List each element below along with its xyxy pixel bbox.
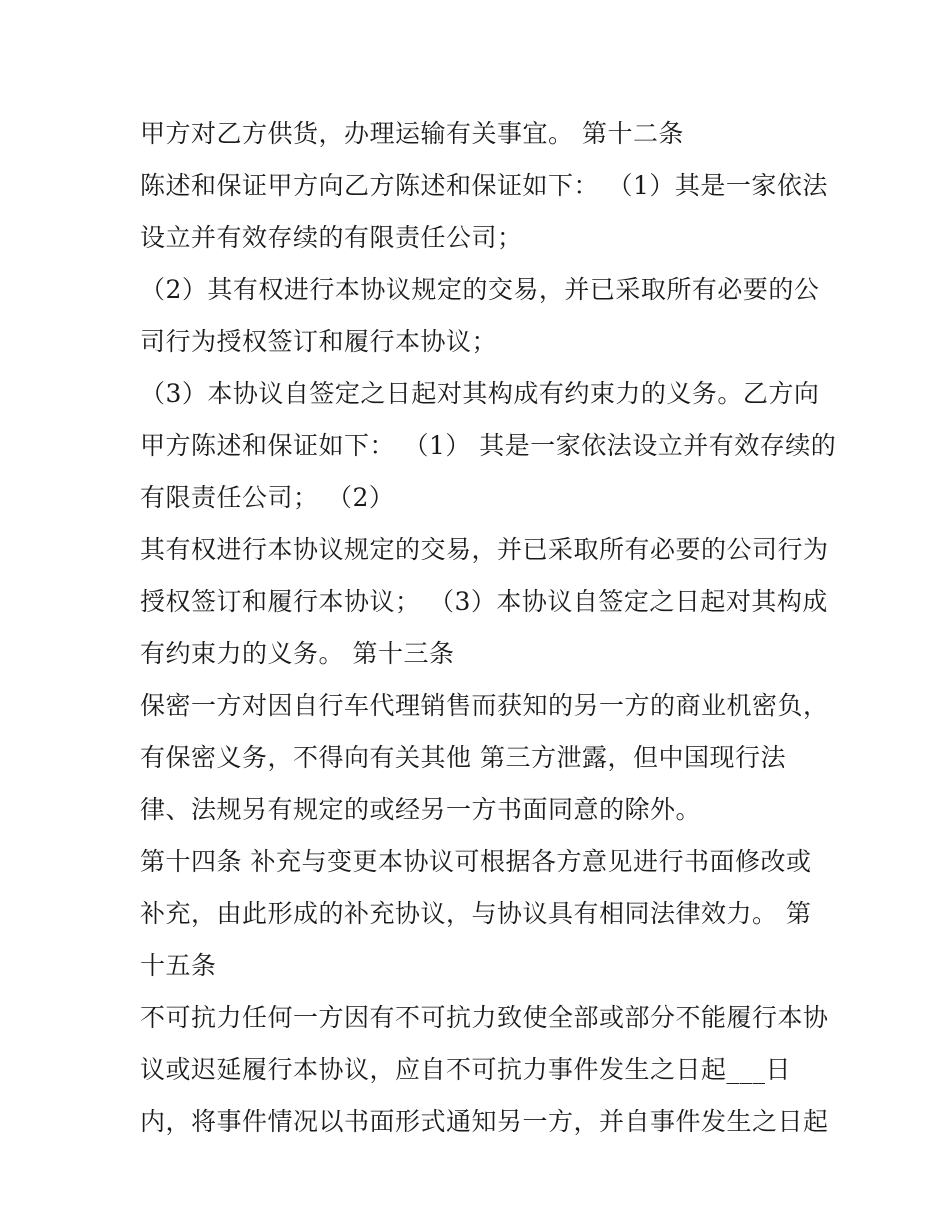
text-line: （2）其有权进行本协议规定的交易，并已采取所有必要的公	[140, 275, 820, 304]
text-line: （3）本协议自签定之日起对其构成有约束力的义务。乙方向	[140, 379, 820, 408]
text-line: 甲方陈述和保证如下： （1） 其是一家依法设立并有效存续的	[140, 431, 837, 460]
text-line: 甲方对乙方供货，办理运输有关事宜。 第十二条	[140, 119, 684, 148]
text-line: 内，将事件情况以书面形式通知另一方，并自事件发生之日起	[140, 1107, 829, 1136]
document-body	[140, 108, 837, 1148]
text-line: 陈述和保证甲方向乙方陈述和保证如下： （1）其是一家依法	[140, 171, 828, 200]
text-line: 司行为授权签订和履行本协议；	[140, 327, 498, 356]
text-line: 十五条	[140, 951, 217, 980]
text-line: 设立并有效存续的有限责任公司；	[140, 223, 523, 252]
text-line: 第十四条 补充与变更本协议可根据各方意见进行书面修改或	[140, 847, 812, 876]
text-line: 律、法规另有规定的或经另一方书面同意的除外。	[140, 795, 702, 824]
text-line: 保密一方对因自行车代理销售而获知的另一方的商业机密负，	[140, 691, 829, 720]
text-line: 有保密义务，不得向有关其他 第三方泄露，但中国现行法	[140, 743, 786, 772]
text-line: 补充，由此形成的补充协议，与协议具有相同法律效力。 第	[140, 899, 812, 928]
text-line: 议或迟延履行本协议，应自不可抗力事件发生之日起___日	[140, 1055, 792, 1084]
text-line: 授权签订和履行本协议； （3）本协议自签定之日起对其构成	[140, 587, 828, 616]
text-line: 有约束力的义务。 第十三条	[140, 639, 455, 668]
text-line: 不可抗力任何一方因有不可抗力致使全部或部分不能履行本协	[140, 1003, 829, 1032]
text-line: 有限责任公司； （2）	[140, 483, 395, 512]
text-line: 其有权进行本协议规定的交易，并已采取所有必要的公司行为	[140, 535, 829, 564]
